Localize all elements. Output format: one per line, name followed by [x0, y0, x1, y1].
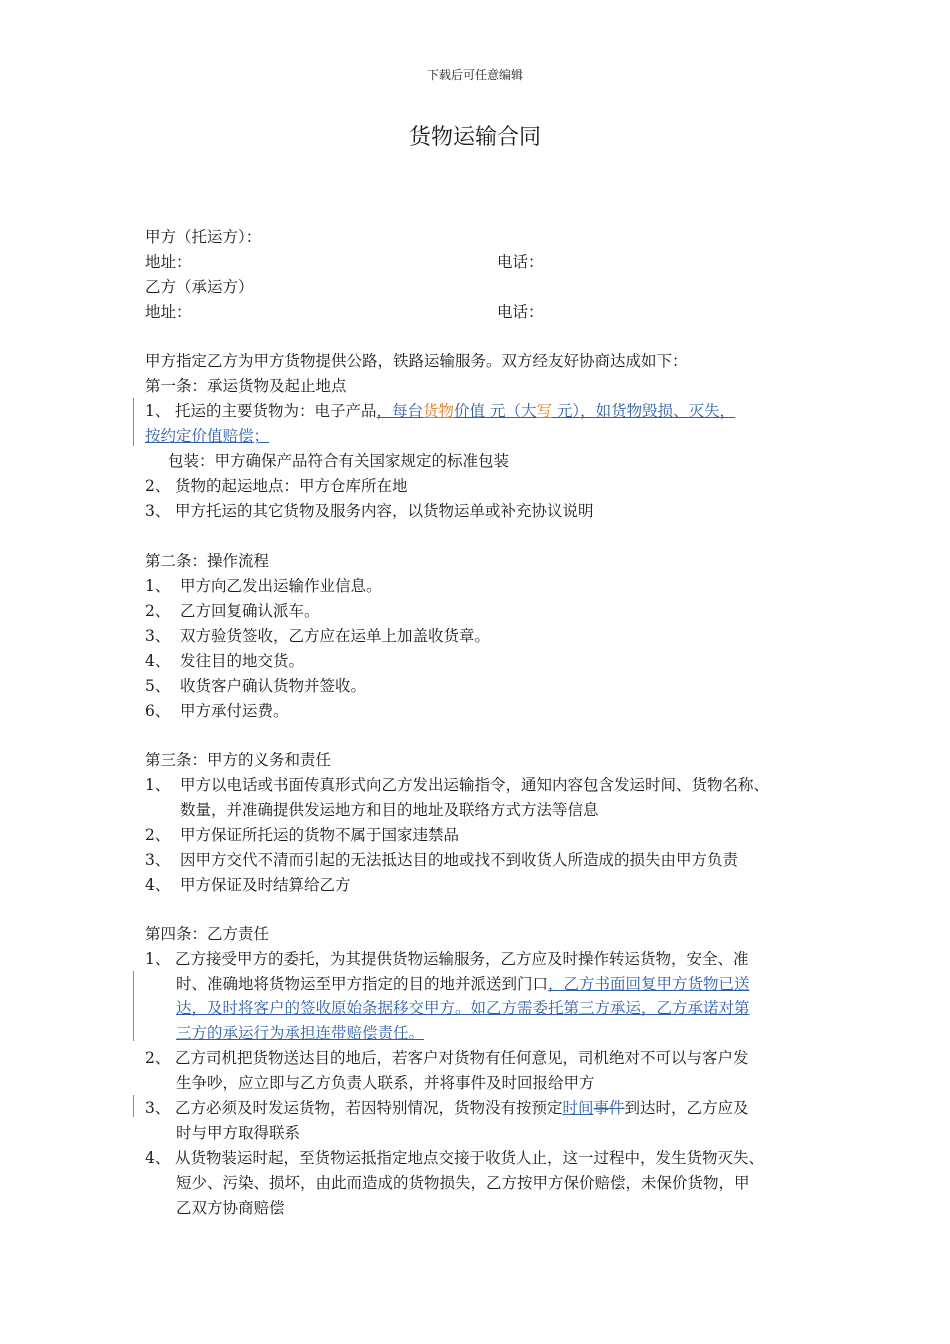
intro-paragraph: 甲方指定乙方为甲方货物提供公路，铁路运输服务。双方经友好协商达成如下： — [145, 352, 688, 370]
item-number: 2、 — [145, 1049, 171, 1067]
inserted-text: ，每台 — [376, 402, 424, 420]
item-text: 甲方托运的其它货物及服务内容，以货物运单或补充协议说明 — [175, 502, 594, 520]
article-4-title: 第四条：乙方责任 — [145, 925, 270, 943]
item-number: 2、 — [145, 602, 171, 620]
article-1-packaging: 包装：甲方确保产品符合有关国家规定的标准包装 — [168, 452, 510, 470]
item-number: 3、 — [145, 1099, 171, 1117]
change-bar — [133, 1095, 134, 1117]
item-number: 5、 — [145, 677, 171, 695]
party-a-label: 甲方（托运方）： — [145, 228, 262, 246]
item-number: 3、 — [145, 627, 171, 645]
item-text: 甲方向乙发出运输作业信息。 — [180, 577, 382, 595]
article-3-item-1-cont: 数量，并准确提供发运地方和目的地址及联络方式方法等信息 — [180, 801, 599, 819]
inserted-text: 按约定价值赔偿； — [145, 427, 270, 445]
article-1-item-2 — [145, 476, 408, 496]
article-3-item-2 — [145, 825, 459, 845]
item-number: 6、 — [145, 702, 171, 720]
article-2-item — [145, 651, 304, 671]
article-4-item-2-cont: 生争吵，应立即与乙方负责人联系，并将事件及时回报给甲方 — [176, 1074, 595, 1092]
item-number: 4、 — [145, 652, 171, 670]
article-4-item-4-cont: 乙双方协商赔偿 — [176, 1199, 285, 1217]
article-2-title: 第二条：操作流程 — [145, 552, 270, 570]
article-2-item — [145, 576, 382, 596]
item-number: 4、 — [145, 1149, 171, 1167]
article-4-item-3-cont: 时与甲方取得联系 — [176, 1124, 301, 1142]
party-a-address: 地址： — [145, 253, 192, 271]
article-2-item — [145, 601, 320, 621]
article-2-item — [145, 626, 490, 646]
article-4-item-4-cont: 短少、污染、损坏，由此而造成的货物损失，乙方按甲方保价赔偿，未保价货物，甲 — [176, 1174, 750, 1192]
item-text: 甲方保证及时结算给乙方 — [180, 876, 351, 894]
inserted-text: 时间 — [562, 1099, 594, 1117]
article-4-item-1-cont — [176, 998, 750, 1018]
party-b-address: 地址： — [145, 303, 192, 321]
inserted-text: ，乙方书面回复甲方货物已送 — [548, 975, 750, 993]
inserted-text: 三方的承运行为承担连带赔偿责任。 — [176, 1024, 425, 1042]
inserted-text-highlight: 货物 — [423, 402, 455, 420]
item-text: 托运的主要货物为：电子产品 — [175, 402, 377, 420]
item-text: 乙方司机把货物送达目的地后，若客户对货物有任何意见，司机绝对不可以与客户发 — [175, 1049, 749, 1067]
item-text: 因甲方交代不清而引起的无法抵达目的地或找不到收货人所造成的损失由甲方负责 — [180, 851, 739, 869]
party-b-label: 乙方（承运方） — [145, 278, 254, 296]
page-header: 下载后可任意编辑 — [426, 68, 523, 82]
change-bar — [133, 398, 134, 446]
inserted-text: 元），如货物毁损、灭失， — [552, 402, 736, 420]
item-text: 乙方必须及时发运货物，若因特别情况，货物没有按预定 — [175, 1099, 563, 1117]
article-3-title: 第三条：甲方的义务和责任 — [145, 751, 332, 769]
document-title: 货物运输合同 — [408, 125, 541, 150]
item-text: 甲方以电话或书面传真形式向乙方发出运输指令，通知内容包含发运时间、货物名称、 — [180, 776, 770, 794]
item-text: 发往目的地交货。 — [180, 652, 305, 670]
article-1-item-1 — [145, 401, 735, 421]
article-3-item-1 — [145, 775, 769, 795]
article-3-item-3 — [145, 850, 738, 870]
item-text: 乙方回复确认派车。 — [180, 602, 320, 620]
deleted-text: 事件 — [593, 1099, 625, 1117]
item-text: 从货物装运时起，至货物运抵指定地点交接于收货人止，这一过程中，发生货物灭失、 — [175, 1149, 765, 1167]
inserted-text: 价值 元（大 — [454, 402, 537, 420]
party-a-phone: 电话： — [497, 253, 544, 271]
item-number: 2、 — [145, 477, 171, 495]
item-number: 2、 — [145, 826, 171, 844]
article-4-item-3 — [145, 1098, 749, 1118]
inserted-text: 达，及时将客户的签收原始条据移交甲方。如乙方需委托第三方承运，乙方承诺对第 — [176, 999, 750, 1017]
article-2-item — [145, 676, 366, 696]
article-1-item-3 — [145, 501, 594, 521]
item-number: 1、 — [145, 402, 171, 420]
item-number: 1、 — [145, 776, 171, 794]
item-text: 时、准确地将货物运至甲方指定的目的地并派送到门口 — [176, 975, 549, 993]
item-text: 收货客户确认货物并签收。 — [180, 677, 367, 695]
item-number: 3、 — [145, 502, 171, 520]
item-text: 甲方承付运费。 — [180, 702, 289, 720]
item-number: 1、 — [145, 950, 171, 968]
item-text: 甲方保证所托运的货物不属于国家违禁品 — [180, 826, 460, 844]
change-bar — [133, 971, 134, 1041]
article-4-item-1-cont — [176, 1023, 424, 1043]
article-4-item-4 — [145, 1148, 764, 1168]
item-number: 3、 — [145, 851, 171, 869]
article-4-item-1 — [145, 949, 749, 969]
item-text: 双方验货签收，乙方应在运单上加盖收货章。 — [180, 627, 491, 645]
article-3-item-4 — [145, 875, 351, 895]
article-4-item-2 — [145, 1048, 749, 1068]
article-2-item — [145, 701, 289, 721]
item-text: 到达时，乙方应及 — [624, 1099, 749, 1117]
item-number: 4、 — [145, 876, 171, 894]
item-number: 1、 — [145, 577, 171, 595]
item-text: 货物的起运地点：甲方仓库所在地 — [175, 477, 408, 495]
item-text: 乙方接受甲方的委托，为其提供货物运输服务，乙方应及时操作转运货物，安全、准 — [175, 950, 749, 968]
party-b-phone: 电话： — [497, 303, 544, 321]
inserted-text-highlight: 写 — [536, 402, 552, 420]
article-4-item-1-cont — [176, 974, 750, 994]
article-1-item-1-cont — [145, 426, 269, 446]
article-1-title: 第一条：承运货物及起止地点 — [145, 377, 347, 395]
